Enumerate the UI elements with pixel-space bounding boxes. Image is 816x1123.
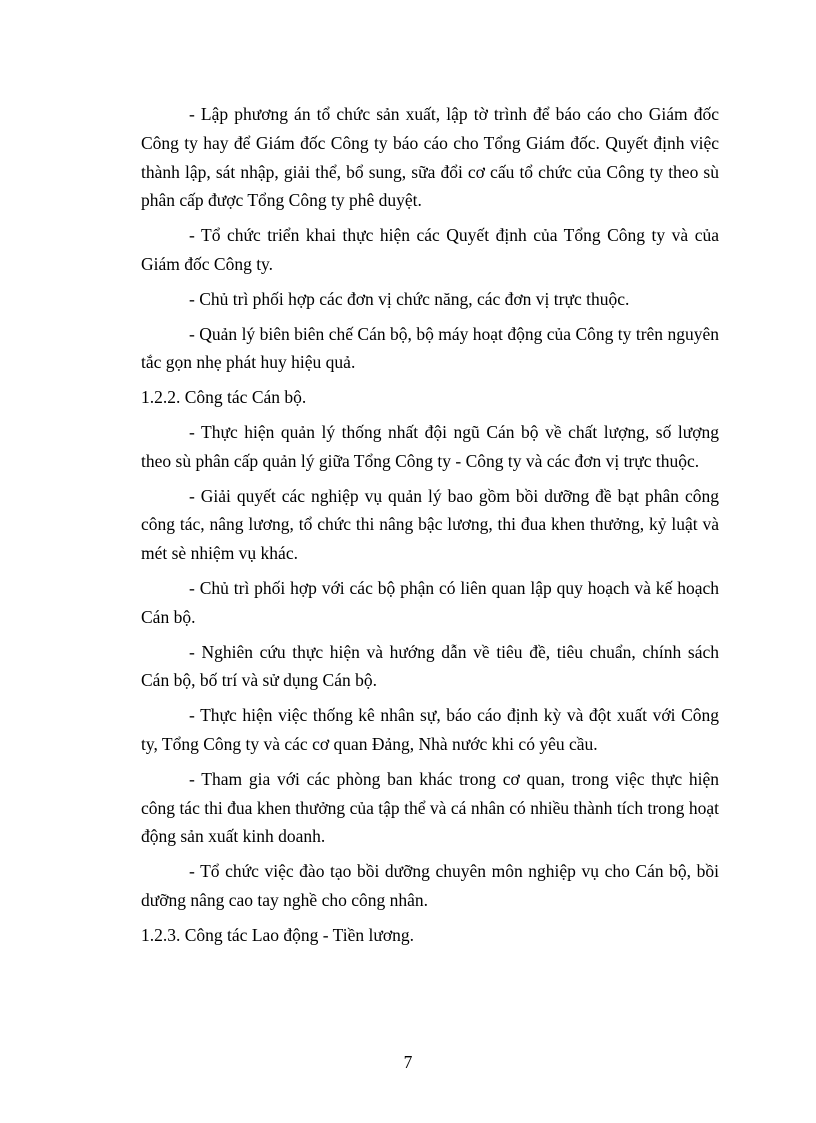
- paragraph: - Thực hiện việc thống kê nhân sự, báo cáo định kỳ và đột xuất với Công ty, Tổng Công ty và các cơ quan Đảng, Nhà nước khi có yêu cầu.: [141, 705, 719, 754]
- paragraph: - Tổ chức việc đào tạo bồi dưỡng chuyên môn nghiệp vụ cho Cán bộ, bồi dưỡng nâng cao tay nghề cho công nhân.: [141, 861, 719, 910]
- section-heading: 1.2.3. Công tác Lao động - Tiền lương.: [141, 924, 414, 945]
- page-number: 7: [403, 1052, 413, 1072]
- paragraph: - Lập phương án tổ chức sản xuất, lập tờ trình để báo cáo cho Giám đốc Công ty hay để Giám đốc Công ty báo cáo cho Tổng Giám đốc. Quyết định việc thành lập, sát nhập, giải thể, bổ sung, sữa đổi cơ cấu tổ chức của Công ty theo sù phân cấp được Tổng Công ty phê duyệt.: [141, 104, 719, 211]
- section-heading: 1.2.2. Công tác Cán bộ.: [141, 387, 307, 408]
- paragraph: - Giải quyết các nghiệp vụ quản lý bao gồm bồi dưỡng đề bạt phân công công tác, nâng lương, tổ chức thi nâng bậc lương, thi đua khen thưởng, kỷ luật và mét sè nhiệm vụ khác.: [141, 485, 719, 564]
- paragraph: - Chủ trì phối hợp với các bộ phận có liên quan lập quy hoạch và kế hoạch Cán bộ.: [141, 577, 719, 627]
- paragraph: - Chủ trì phối hợp các đơn vị chức năng, các đơn vị trực thuộc.: [189, 288, 630, 309]
- paragraph: - Tổ chức triển khai thực hiện các Quyết định của Tổng Công ty và của Giám đốc Công ty.: [141, 225, 719, 274]
- paragraph: - Thực hiện quản lý thống nhất đội ngũ Cán bộ về chất lượng, số lượng theo sù phân cấp quản lý giữa Tổng Công ty - Công ty và các đơn vị trực thuộc.: [141, 421, 719, 471]
- paragraph: - Nghiên cứu thực hiện và hướng dẫn về tiêu đề, tiêu chuẩn, chính sách Cán bộ, bố trí và sử dụng Cán bộ.: [141, 641, 719, 691]
- paragraph: - Tham gia với các phòng ban khác trong cơ quan, trong việc thực hiện công tác thi đua khen thưởng của tập thể và cá nhân có nhiều thành tích trong hoạt động sản xuất kinh doanh.: [141, 768, 719, 847]
- body-text: [141, 100, 719, 956]
- paragraph: - Quản lý biên biên chế Cán bộ, bộ máy hoạt động của Công ty trên nguyên tắc gọn nhẹ phát huy hiệu quả.: [141, 323, 719, 373]
